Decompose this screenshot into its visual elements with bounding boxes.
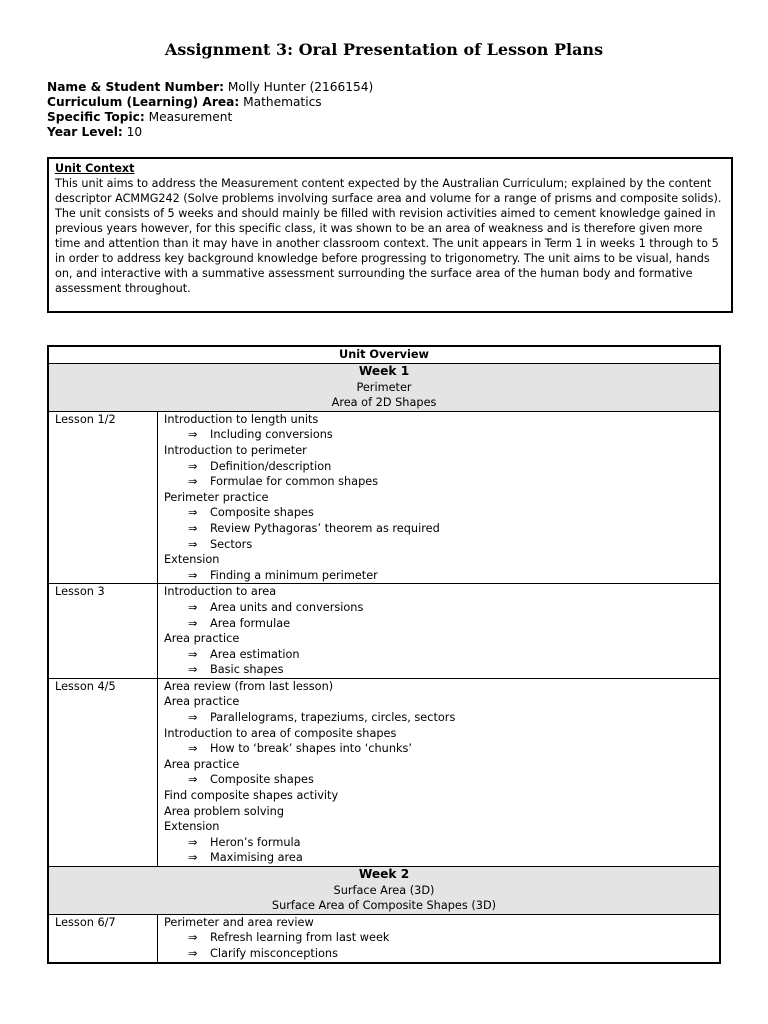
lesson-subitem: [164, 741, 713, 757]
week-header: [48, 867, 720, 915]
overview-heading: Unit Overview: [48, 346, 720, 364]
unit-overview-table: [47, 345, 721, 964]
document-title: Assignment 3: Oral Presentation of Lesson Plans: [164, 40, 604, 59]
lesson-subitem: [164, 946, 713, 962]
lesson-subitem-text: Basic shapes: [210, 663, 284, 677]
unit-context-heading: Unit Context: [55, 162, 135, 175]
overview-header-row: [48, 346, 720, 364]
arrow-right-icon: ⇒: [188, 663, 198, 677]
lesson-item: Perimeter practice: [164, 490, 269, 504]
week-header-row: [48, 364, 720, 412]
lesson-item: Area practice: [164, 632, 240, 646]
lesson-subitem-text: Formulae for common shapes: [210, 475, 379, 489]
lesson-name: Lesson 3: [48, 584, 158, 679]
lesson-subitem-text: Sectors: [210, 537, 253, 551]
week-header: [48, 364, 720, 412]
lesson-subitem-text: Composite shapes: [210, 773, 314, 787]
lesson-content: [158, 411, 721, 584]
lesson-row: [48, 914, 720, 962]
lesson-subitem: [164, 930, 713, 946]
week-topic: Surface Area of Composite Shapes (3D): [271, 899, 497, 913]
arrow-right-icon: ⇒: [188, 616, 198, 630]
arrow-right-icon: ⇒: [188, 459, 198, 473]
arrow-right-icon: ⇒: [188, 428, 198, 442]
lesson-subitem-text: Refresh learning from last week: [210, 931, 390, 945]
meta-value: Molly Hunter (2166154): [227, 80, 374, 94]
lesson-row: [48, 411, 720, 584]
lesson-item: Introduction to length units: [164, 412, 319, 426]
meta-row: [47, 95, 373, 110]
meta-value: Measurement: [148, 110, 233, 124]
unit-context-text: This unit aims to address the Measurement content expected by the Australian Curriculum; explained by the content descriptor ACMMG242 (Solve problems involving surface area and volume for a range of prisms and composite solids). The unit consists of 5 weeks and should mainly be filled with revision activities aimed to cement knowledge gained in previous years however, for this specific class, it was shown to be an area of weakness and is therefore given more time and attention than it may have in another classroom context. The unit appears in Term 1 in weeks 1 through to 5 in order to address key background knowledge before progressing to trigonometry. The unit aims to be visual, hands on, and interactive with a summative assessment surrounding the surface area of the human body and formative assessment throughout.: [55, 177, 722, 295]
lesson-subitem: [164, 600, 713, 616]
arrow-right-icon: ⇒: [188, 521, 198, 535]
lesson-name: Lesson 1/2: [48, 411, 158, 584]
lesson-item: Perimeter and area review: [164, 915, 314, 929]
lesson-subitem: [164, 521, 713, 537]
lesson-name: Lesson 6/7: [48, 914, 158, 962]
week-topic: Surface Area (3D): [333, 883, 435, 897]
meta-row: [47, 125, 373, 140]
student-details: [47, 80, 373, 140]
arrow-right-icon: ⇒: [188, 647, 198, 661]
lesson-subitem-text: How to ‘break’ shapes into ‘chunks’: [210, 742, 413, 756]
lesson-item: Extension: [164, 820, 220, 834]
meta-label: Curriculum (Learning) Area:: [47, 95, 240, 109]
week-label: Week 1: [358, 364, 410, 378]
arrow-right-icon: ⇒: [188, 600, 198, 614]
arrow-right-icon: ⇒: [188, 835, 198, 849]
meta-label: Name & Student Number:: [47, 80, 224, 94]
lesson-subitem-text: Heron’s formula: [210, 835, 301, 849]
lesson-item: Extension: [164, 553, 220, 567]
lesson-item: Find composite shapes activity: [164, 789, 339, 803]
meta-label: Year Level:: [47, 125, 123, 139]
lesson-subitem: [164, 647, 713, 663]
meta-value: 10: [126, 125, 143, 139]
lesson-subitem: [164, 505, 713, 521]
lesson-name: Lesson 4/5: [48, 678, 158, 866]
meta-label: Specific Topic:: [47, 110, 145, 124]
lesson-subitem-text: Parallelograms, trapeziums, circles, sectors: [210, 711, 456, 725]
lesson-subitem-text: Composite shapes: [210, 506, 314, 520]
meta-row: [47, 110, 373, 125]
lesson-subitem-text: Including conversions: [210, 428, 333, 442]
arrow-right-icon: ⇒: [188, 773, 198, 787]
lesson-subitem-text: Definition/description: [210, 459, 332, 473]
week-topic: Area of 2D Shapes: [331, 396, 437, 410]
arrow-right-icon: ⇒: [188, 711, 198, 725]
unit-context-box: [47, 157, 733, 313]
arrow-right-icon: ⇒: [188, 475, 198, 489]
arrow-right-icon: ⇒: [188, 537, 198, 551]
lesson-item: Area practice: [164, 757, 240, 771]
meta-value: Mathematics: [243, 95, 322, 109]
arrow-right-icon: ⇒: [188, 568, 198, 582]
lesson-item: Area practice: [164, 695, 240, 709]
week-label: Week 2: [358, 867, 410, 881]
lesson-subitem-text: Finding a minimum perimeter: [210, 568, 378, 582]
lesson-content: [158, 914, 721, 962]
lesson-subitem: [164, 835, 713, 851]
lesson-item: Introduction to area: [164, 585, 277, 599]
week-header-row: [48, 867, 720, 915]
lesson-subitem: [164, 616, 713, 632]
lesson-subitem: [164, 662, 713, 678]
arrow-right-icon: ⇒: [188, 946, 198, 960]
arrow-right-icon: ⇒: [188, 931, 198, 945]
lesson-subitem: [164, 427, 713, 443]
lesson-row: [48, 678, 720, 866]
meta-row: [47, 80, 373, 95]
lesson-item: Introduction to perimeter: [164, 443, 307, 457]
lesson-subitem: [164, 459, 713, 475]
lesson-subitem-text: Clarify misconceptions: [210, 946, 338, 960]
lesson-subitem: [164, 710, 713, 726]
lesson-subitem-text: Area units and conversions: [210, 600, 364, 614]
lesson-item: Area problem solving: [164, 804, 285, 818]
lesson-content: [158, 678, 721, 866]
lesson-subitem: [164, 850, 713, 866]
lesson-subitem-text: Area formulae: [210, 616, 291, 630]
lesson-subitem: [164, 568, 713, 584]
lesson-item: Area review (from last lesson): [164, 679, 334, 693]
lesson-row: [48, 584, 720, 679]
arrow-right-icon: ⇒: [188, 851, 198, 865]
lesson-subitem-text: Maximising area: [210, 851, 303, 865]
lesson-item: Introduction to area of composite shapes: [164, 726, 397, 740]
lesson-subitem-text: Area estimation: [210, 647, 300, 661]
lesson-subitem: [164, 537, 713, 553]
lesson-subitem-text: Review Pythagoras’ theorem as required: [210, 521, 440, 535]
lesson-content: [158, 584, 721, 679]
lesson-subitem: [164, 474, 713, 490]
lesson-subitem: [164, 772, 713, 788]
arrow-right-icon: ⇒: [188, 742, 198, 756]
arrow-right-icon: ⇒: [188, 506, 198, 520]
week-topic: Perimeter: [356, 380, 412, 394]
